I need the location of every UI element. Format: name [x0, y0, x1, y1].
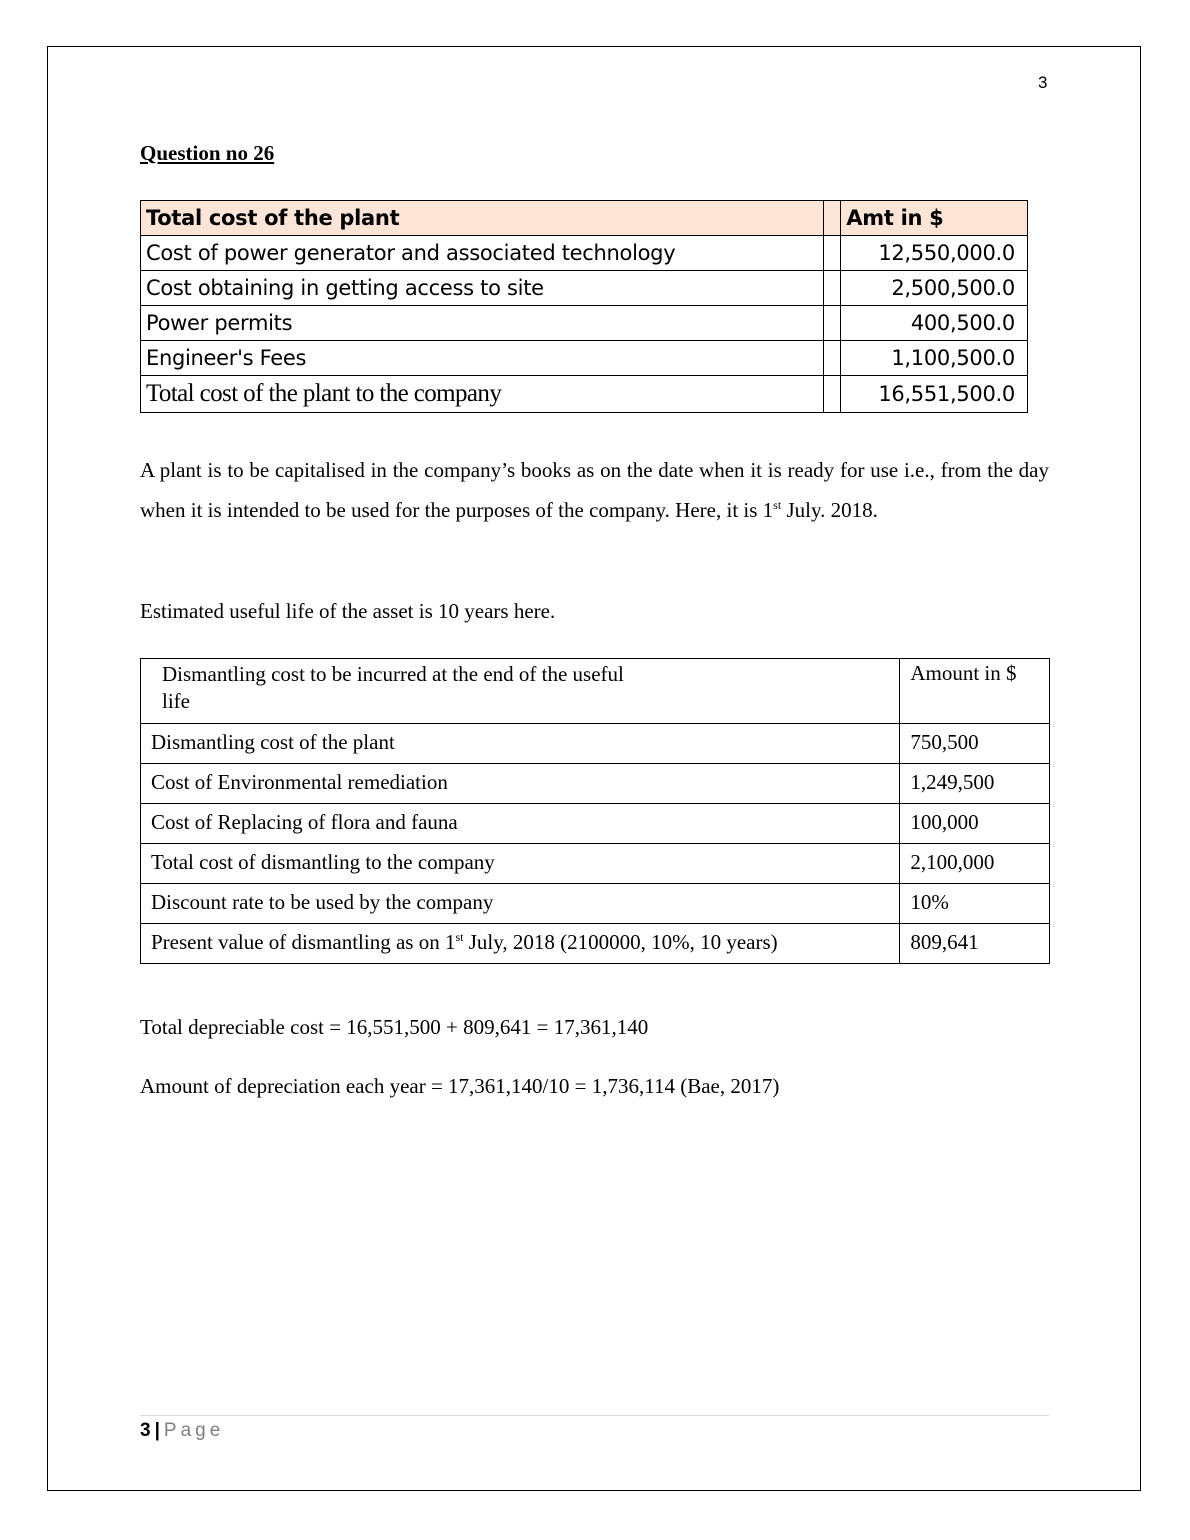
table-row	[141, 724, 1050, 764]
present-value-text-start: Present value of dismantling as on 1	[151, 930, 456, 954]
dismantling-label: Cost of Environmental remediation	[141, 764, 900, 804]
footer-divider	[140, 1415, 1049, 1416]
plant-cost-header-label: Total cost of the plant	[141, 201, 824, 236]
table-row	[141, 306, 1028, 341]
dismantling-label: Dismantling cost of the plant	[141, 724, 900, 764]
present-value-row	[141, 924, 1050, 964]
ordinal-suffix: st	[773, 498, 782, 512]
present-value-amount: 809,641	[900, 924, 1050, 964]
footer-separator: |	[154, 1420, 160, 1441]
dismantling-header-label-cell	[141, 659, 900, 724]
dismantling-header-label: Dismantling cost to be incurred at the end of the useful life	[162, 662, 624, 713]
plant-cost-total-amount: 16,551,500.0	[841, 376, 1028, 413]
useful-life-paragraph: Estimated useful life of the asset is 10 years here.	[140, 599, 556, 623]
dismantling-amount: 100,000	[900, 804, 1050, 844]
plant-cost-spacer-cell	[824, 306, 841, 341]
dismantling-label: Cost of Replacing of flora and fauna	[141, 804, 900, 844]
dismantling-label: Discount rate to be used by the company	[141, 884, 900, 924]
total-depreciable-cost: Total depreciable cost = 16,551,500 + 809,641 = 17,361,140	[140, 1015, 649, 1039]
dismantling-label: Total cost of dismantling to the company	[141, 844, 900, 884]
dismantling-header-row	[141, 659, 1050, 724]
plant-cost-label: Engineer's Fees	[141, 341, 824, 376]
footer-page-label: Page	[163, 1420, 225, 1441]
table-row	[141, 341, 1028, 376]
dismantling-amount: 2,100,000	[900, 844, 1050, 884]
plant-cost-amount: 1,100,500.0	[841, 341, 1028, 376]
plant-cost-amount: 12,550,000.0	[841, 236, 1028, 271]
plant-cost-spacer-cell	[824, 376, 841, 413]
annual-depreciation: Amount of depreciation each year = 17,361,140/10 = 1,736,114 (Bae, 2017)	[140, 1074, 780, 1098]
plant-cost-spacer-cell	[824, 236, 841, 271]
dismantling-cost-table	[140, 658, 1050, 964]
plant-cost-amount: 400,500.0	[841, 306, 1028, 341]
question-heading: Question no 26	[140, 141, 275, 165]
capitalisation-paragraph	[140, 450, 1049, 530]
plant-cost-total-label: Total cost of the plant to the company	[141, 376, 824, 413]
footer-page-number: 3	[140, 1420, 151, 1441]
present-value-label	[141, 924, 900, 964]
dismantling-amount: 1,249,500	[900, 764, 1050, 804]
ordinal-suffix: st	[455, 930, 464, 944]
plant-cost-label: Cost obtaining in getting access to site	[141, 271, 824, 306]
plant-cost-header-row	[141, 201, 1028, 236]
plant-cost-header-amount: Amt in $	[841, 201, 1028, 236]
header-page-number: 3	[1038, 73, 1048, 92]
plant-cost-amount: 2,500,500.0	[841, 271, 1028, 306]
capitalisation-text-start: A plant is to be capitalised in the company’s books as on the date when it is ready for use i.e., from the day when it is intended to be used for the purposes of the company. Here, it is 1	[140, 458, 1049, 522]
present-value-text-end: July, 2018 (2100000, 10%, 10 years)	[463, 930, 778, 954]
plant-cost-spacer-cell	[824, 271, 841, 306]
plant-cost-spacer-cell	[824, 341, 841, 376]
plant-cost-label: Power permits	[141, 306, 824, 341]
page-footer	[140, 1420, 224, 1442]
table-row	[141, 804, 1050, 844]
dismantling-header-amount: Amount in $	[900, 659, 1050, 724]
plant-cost-spacer-cell	[824, 201, 841, 236]
table-row	[141, 271, 1028, 306]
table-row	[141, 236, 1028, 271]
dismantling-amount: 750,500	[900, 724, 1050, 764]
plant-cost-label: Cost of power generator and associated technology	[141, 236, 824, 271]
table-row	[141, 884, 1050, 924]
plant-cost-table	[140, 200, 1028, 413]
dismantling-amount: 10%	[900, 884, 1050, 924]
table-row	[141, 844, 1050, 884]
plant-cost-total-row	[141, 376, 1028, 413]
capitalisation-text-end: July. 2018.	[781, 498, 878, 522]
table-row	[141, 764, 1050, 804]
